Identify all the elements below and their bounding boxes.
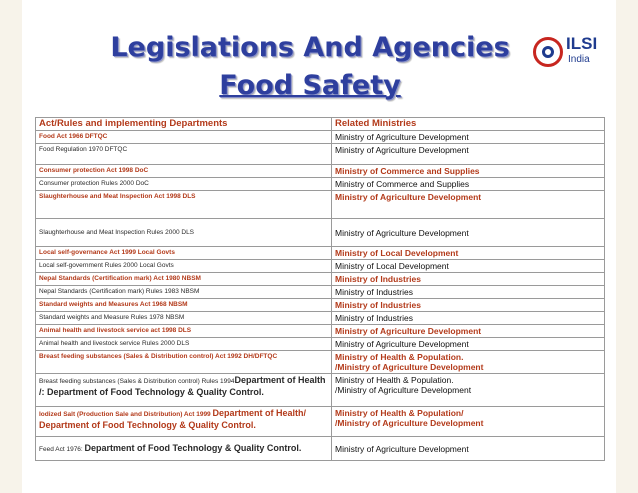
- act-cell: Local self-governance Act 1999 Local Govts: [36, 247, 332, 260]
- logo-inner-ring: [542, 46, 554, 58]
- left-margin-band: [0, 0, 22, 493]
- logo-ring: [533, 37, 563, 67]
- act-cell: Consumer protection Rules 2000 DoC: [36, 178, 332, 191]
- ministry-cell: Ministry of Commerce and Supplies: [332, 178, 605, 191]
- ministry-cell: Ministry of Agriculture Development: [332, 131, 605, 144]
- act-cell: [36, 437, 332, 461]
- ministry-cell: [332, 407, 605, 437]
- ministry-cell: [332, 374, 605, 407]
- table-row: [36, 299, 605, 312]
- ilsi-logo-icon: [533, 34, 598, 70]
- table-row: [36, 219, 605, 247]
- slide-subtitle: [60, 70, 560, 101]
- act-cell: [36, 374, 332, 407]
- slide-title: Legislations And Agencies: [110, 32, 510, 63]
- ministry-cell: Ministry of Local Development: [332, 247, 605, 260]
- act-cell: Nepal Standards (Certification mark) Act 1980 NBSM: [36, 273, 332, 286]
- ministry-cell: Ministry of Industries: [332, 299, 605, 312]
- table-row: [36, 338, 605, 351]
- act-department: Department of Food Technology & Quality Control.: [84, 442, 302, 453]
- table-header-row: [36, 118, 605, 131]
- act-cell: Local self-government Rules 2000 Local Govts: [36, 260, 332, 273]
- ministry-cell: [332, 351, 605, 374]
- ministry-cell: Ministry of Industries: [332, 286, 605, 299]
- ministry-line-1: Ministry of Health & Population/: [335, 408, 464, 418]
- ministry-line-2: /Ministry of Agriculture Development: [335, 418, 484, 428]
- act-cell: Consumer protection Act 1998 DoC: [36, 165, 332, 178]
- ministry-cell: Ministry of Agriculture Development: [332, 338, 605, 351]
- table-row: [36, 178, 605, 191]
- ministry-line-2: /Ministry of Agriculture Development: [335, 385, 472, 395]
- act-department: Department of Health/ Department of Food Technology & Quality Control.: [39, 408, 306, 430]
- column-header-acts: Act/Rules and implementing Departments: [36, 118, 332, 131]
- table-row: [36, 351, 605, 374]
- act-cell: Slaughterhouse and Meat Inspection Rules 2000 DLS: [36, 219, 332, 247]
- table-row: [36, 312, 605, 325]
- ministry-cell: Ministry of Agriculture Development: [332, 219, 605, 247]
- act-title: Iodized Salt (Production Sale and Distribution) Act 1999: [39, 411, 211, 418]
- act-department: Department of Health /: Department of Food Technology & Quality Control.: [39, 375, 326, 397]
- ministry-line-1: Ministry of Health & Population.: [335, 375, 454, 385]
- table-row: [36, 191, 605, 219]
- ministry-cell: Ministry of Industries: [332, 312, 605, 325]
- act-cell: Nepal Standards (Certification mark) Rules 1983 NBSM: [36, 286, 332, 299]
- act-cell: Food Regulation 1970 DFTQC: [36, 144, 332, 165]
- table-row: [36, 273, 605, 286]
- act-cell: Standard weights and Measures Act 1968 NBSM: [36, 299, 332, 312]
- table-row: [36, 165, 605, 178]
- act-cell: Standard weights and Measure Rules 1978 NBSM: [36, 312, 332, 325]
- ministry-cell: Ministry of Commerce and Supplies: [332, 165, 605, 178]
- act-cell: Animal health and livestock service act 1998 DLS: [36, 325, 332, 338]
- act-cell: Slaughterhouse and Meat Inspection Act 1998 DLS: [36, 191, 332, 219]
- table-row: [36, 286, 605, 299]
- ministry-cell: Ministry of Agriculture Development: [332, 191, 605, 219]
- table-row: [36, 260, 605, 273]
- act-cell: Food Act 1966 DFTQC: [36, 131, 332, 144]
- table-row: [36, 407, 605, 437]
- ministry-line-1: Ministry of Health & Population.: [335, 352, 464, 362]
- table-row: [36, 437, 605, 461]
- act-cell: Animal health and livestock service Rules 2000 DLS: [36, 338, 332, 351]
- ministry-line-2: /Ministry of Agriculture Development: [335, 362, 484, 372]
- ministry-cell: Ministry of Local Development: [332, 260, 605, 273]
- table-row: [36, 325, 605, 338]
- act-cell: Breast feeding substances (Sales & Distribution control) Act 1992 DH/DFTQC: [36, 351, 332, 374]
- table-row: [36, 247, 605, 260]
- ministry-cell: Ministry of Agriculture Development: [332, 325, 605, 338]
- act-title: Feed Act 1976:: [39, 445, 83, 453]
- ministry-cell: Ministry of Industries: [332, 273, 605, 286]
- column-header-ministries: Related Ministries: [332, 118, 605, 131]
- table-row: [36, 374, 605, 407]
- ministry-cell: Ministry of Agriculture Development: [332, 437, 605, 461]
- act-title: Breast feeding substances (Sales & Distribution control) Rules 1994: [39, 378, 235, 385]
- ministry-cell: Ministry of Agriculture Development: [332, 144, 605, 165]
- act-cell: [36, 407, 332, 437]
- subtitle-text: Food Safety: [219, 70, 401, 101]
- table-row: [36, 144, 605, 165]
- right-margin-band: [616, 0, 638, 493]
- table-row: [36, 131, 605, 144]
- legislation-table: [35, 117, 605, 461]
- logo-sub: India: [568, 54, 590, 65]
- logo-name: ILSI: [566, 34, 598, 53]
